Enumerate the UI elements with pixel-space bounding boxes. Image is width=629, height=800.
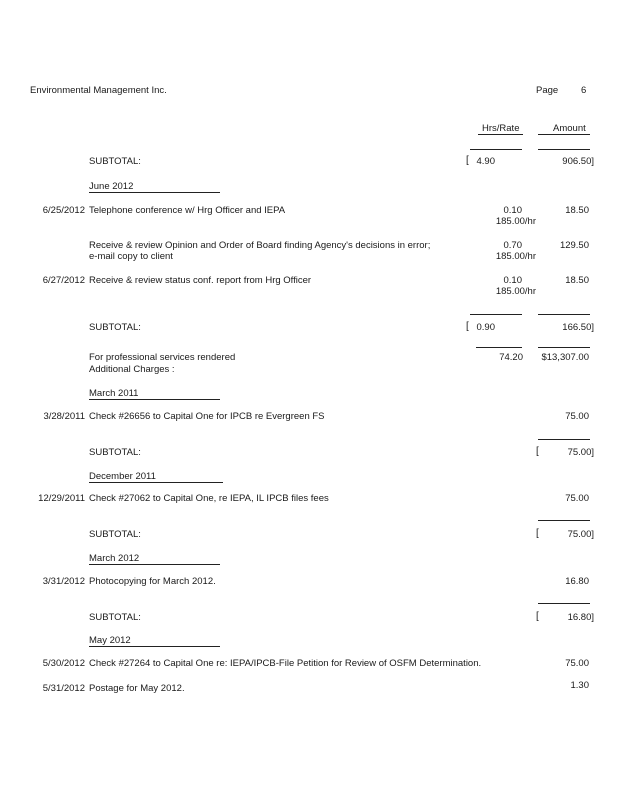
entry-description: Receive & review status conf. report from Hrg Officer: [89, 275, 312, 286]
divider: [538, 520, 590, 521]
period-underline: [89, 399, 220, 400]
divider: [538, 314, 590, 315]
column-header-amount: Amount: [553, 123, 586, 134]
charge-description: Photocopying for March 2012.: [89, 576, 216, 587]
divider: [470, 149, 522, 150]
bracket: [: [536, 446, 539, 457]
entry-hours: 0.10: [503, 275, 522, 286]
period-underline: [89, 482, 223, 483]
bracket: [: [536, 528, 539, 539]
charge-amount: 75.00: [565, 493, 589, 504]
charge-date: 12/29/2011: [38, 493, 85, 504]
bracket: [: [466, 155, 469, 166]
bracket: [: [536, 611, 539, 622]
subtotal-label: SUBTOTAL:: [89, 612, 141, 623]
charge-date: 3/28/2011: [43, 411, 85, 422]
subtotal-amount: 166.50]: [562, 322, 594, 333]
entry-description: Telephone conference w/ Hrg Officer and IEPA: [89, 205, 286, 216]
column-header-hrs-rate: Hrs/Rate: [482, 123, 520, 134]
subtotal-amount: 75.00]: [567, 447, 594, 458]
subtotal-amount: 16.80]: [567, 612, 594, 623]
professional-services-hours: 74.20: [499, 352, 523, 363]
subtotal-hours: 0.90: [476, 322, 495, 333]
charge-description: Check #27062 to Capital One, re IEPA, IL IPCB files fees: [89, 493, 329, 504]
entry-rate: 185.00/hr: [495, 216, 536, 227]
page-label: Page: [536, 85, 559, 96]
entry-rate: 185.00/hr: [495, 286, 536, 297]
bracket: [: [466, 321, 469, 332]
charge-description: Check #26656 to Capital One for IPCB re Evergreen FS: [89, 411, 325, 422]
divider: [538, 347, 590, 348]
charge-amount: 75.00: [565, 658, 589, 669]
period-heading: December 2011: [89, 471, 156, 482]
additional-charges-label: Additional Charges :: [89, 364, 175, 375]
period-heading: May 2012: [89, 635, 131, 646]
subtotal-amount: 75.00]: [567, 529, 594, 540]
subtotal-label: SUBTOTAL:: [89, 156, 141, 167]
period-underline: [89, 564, 220, 565]
entry-description-continued: e-mail copy to client: [89, 251, 173, 262]
page-number: 6: [581, 85, 587, 96]
charge-amount: 16.80: [565, 576, 589, 587]
period-underline: [89, 192, 220, 193]
divider: [538, 149, 590, 150]
entry-amount: 18.50: [565, 205, 589, 216]
charge-amount: 75.00: [565, 411, 589, 422]
divider: [538, 603, 590, 604]
entry-hours: 0.10: [503, 205, 522, 216]
company-name: Environmental Management Inc.: [30, 85, 167, 96]
divider: [476, 347, 522, 348]
charge-date: 3/31/2012: [42, 576, 85, 587]
hrs-rate-underline: [478, 134, 523, 135]
entry-description: Receive & review Opinion and Order of Board finding Agency's decisions in error;: [89, 240, 431, 251]
entry-date: 6/25/2012: [42, 205, 85, 216]
entry-rate: 185.00/hr: [495, 251, 536, 262]
professional-services-amount: $13,307.00: [541, 352, 589, 363]
charge-description: Check #27264 to Capital One re: IEPA/IPCB-File Petition for Review of OSFM Determination.: [89, 658, 482, 669]
subtotal-label: SUBTOTAL:: [89, 322, 141, 333]
entry-amount: 129.50: [559, 240, 589, 251]
charge-amount: 1.30: [570, 680, 589, 691]
period-heading: March 2012: [89, 553, 140, 564]
amount-underline: [538, 134, 590, 135]
professional-services-label: For professional services rendered: [89, 352, 236, 363]
charge-description: Postage for May 2012.: [89, 683, 185, 694]
entry-amount: 18.50: [565, 275, 589, 286]
period-heading: March 2011: [89, 388, 139, 399]
subtotal-label: SUBTOTAL:: [89, 529, 141, 540]
subtotal-label: SUBTOTAL:: [89, 447, 141, 458]
subtotal-hours: 4.90: [476, 156, 495, 167]
entry-hours: 0.70: [503, 240, 522, 251]
period-heading: June 2012: [89, 181, 134, 192]
divider: [538, 439, 590, 440]
subtotal-amount: 906.50]: [562, 156, 594, 167]
entry-date: 6/27/2012: [42, 275, 85, 286]
period-underline: [89, 646, 220, 647]
charge-date: 5/31/2012: [42, 683, 85, 694]
divider: [470, 314, 522, 315]
charge-date: 5/30/2012: [42, 658, 85, 669]
